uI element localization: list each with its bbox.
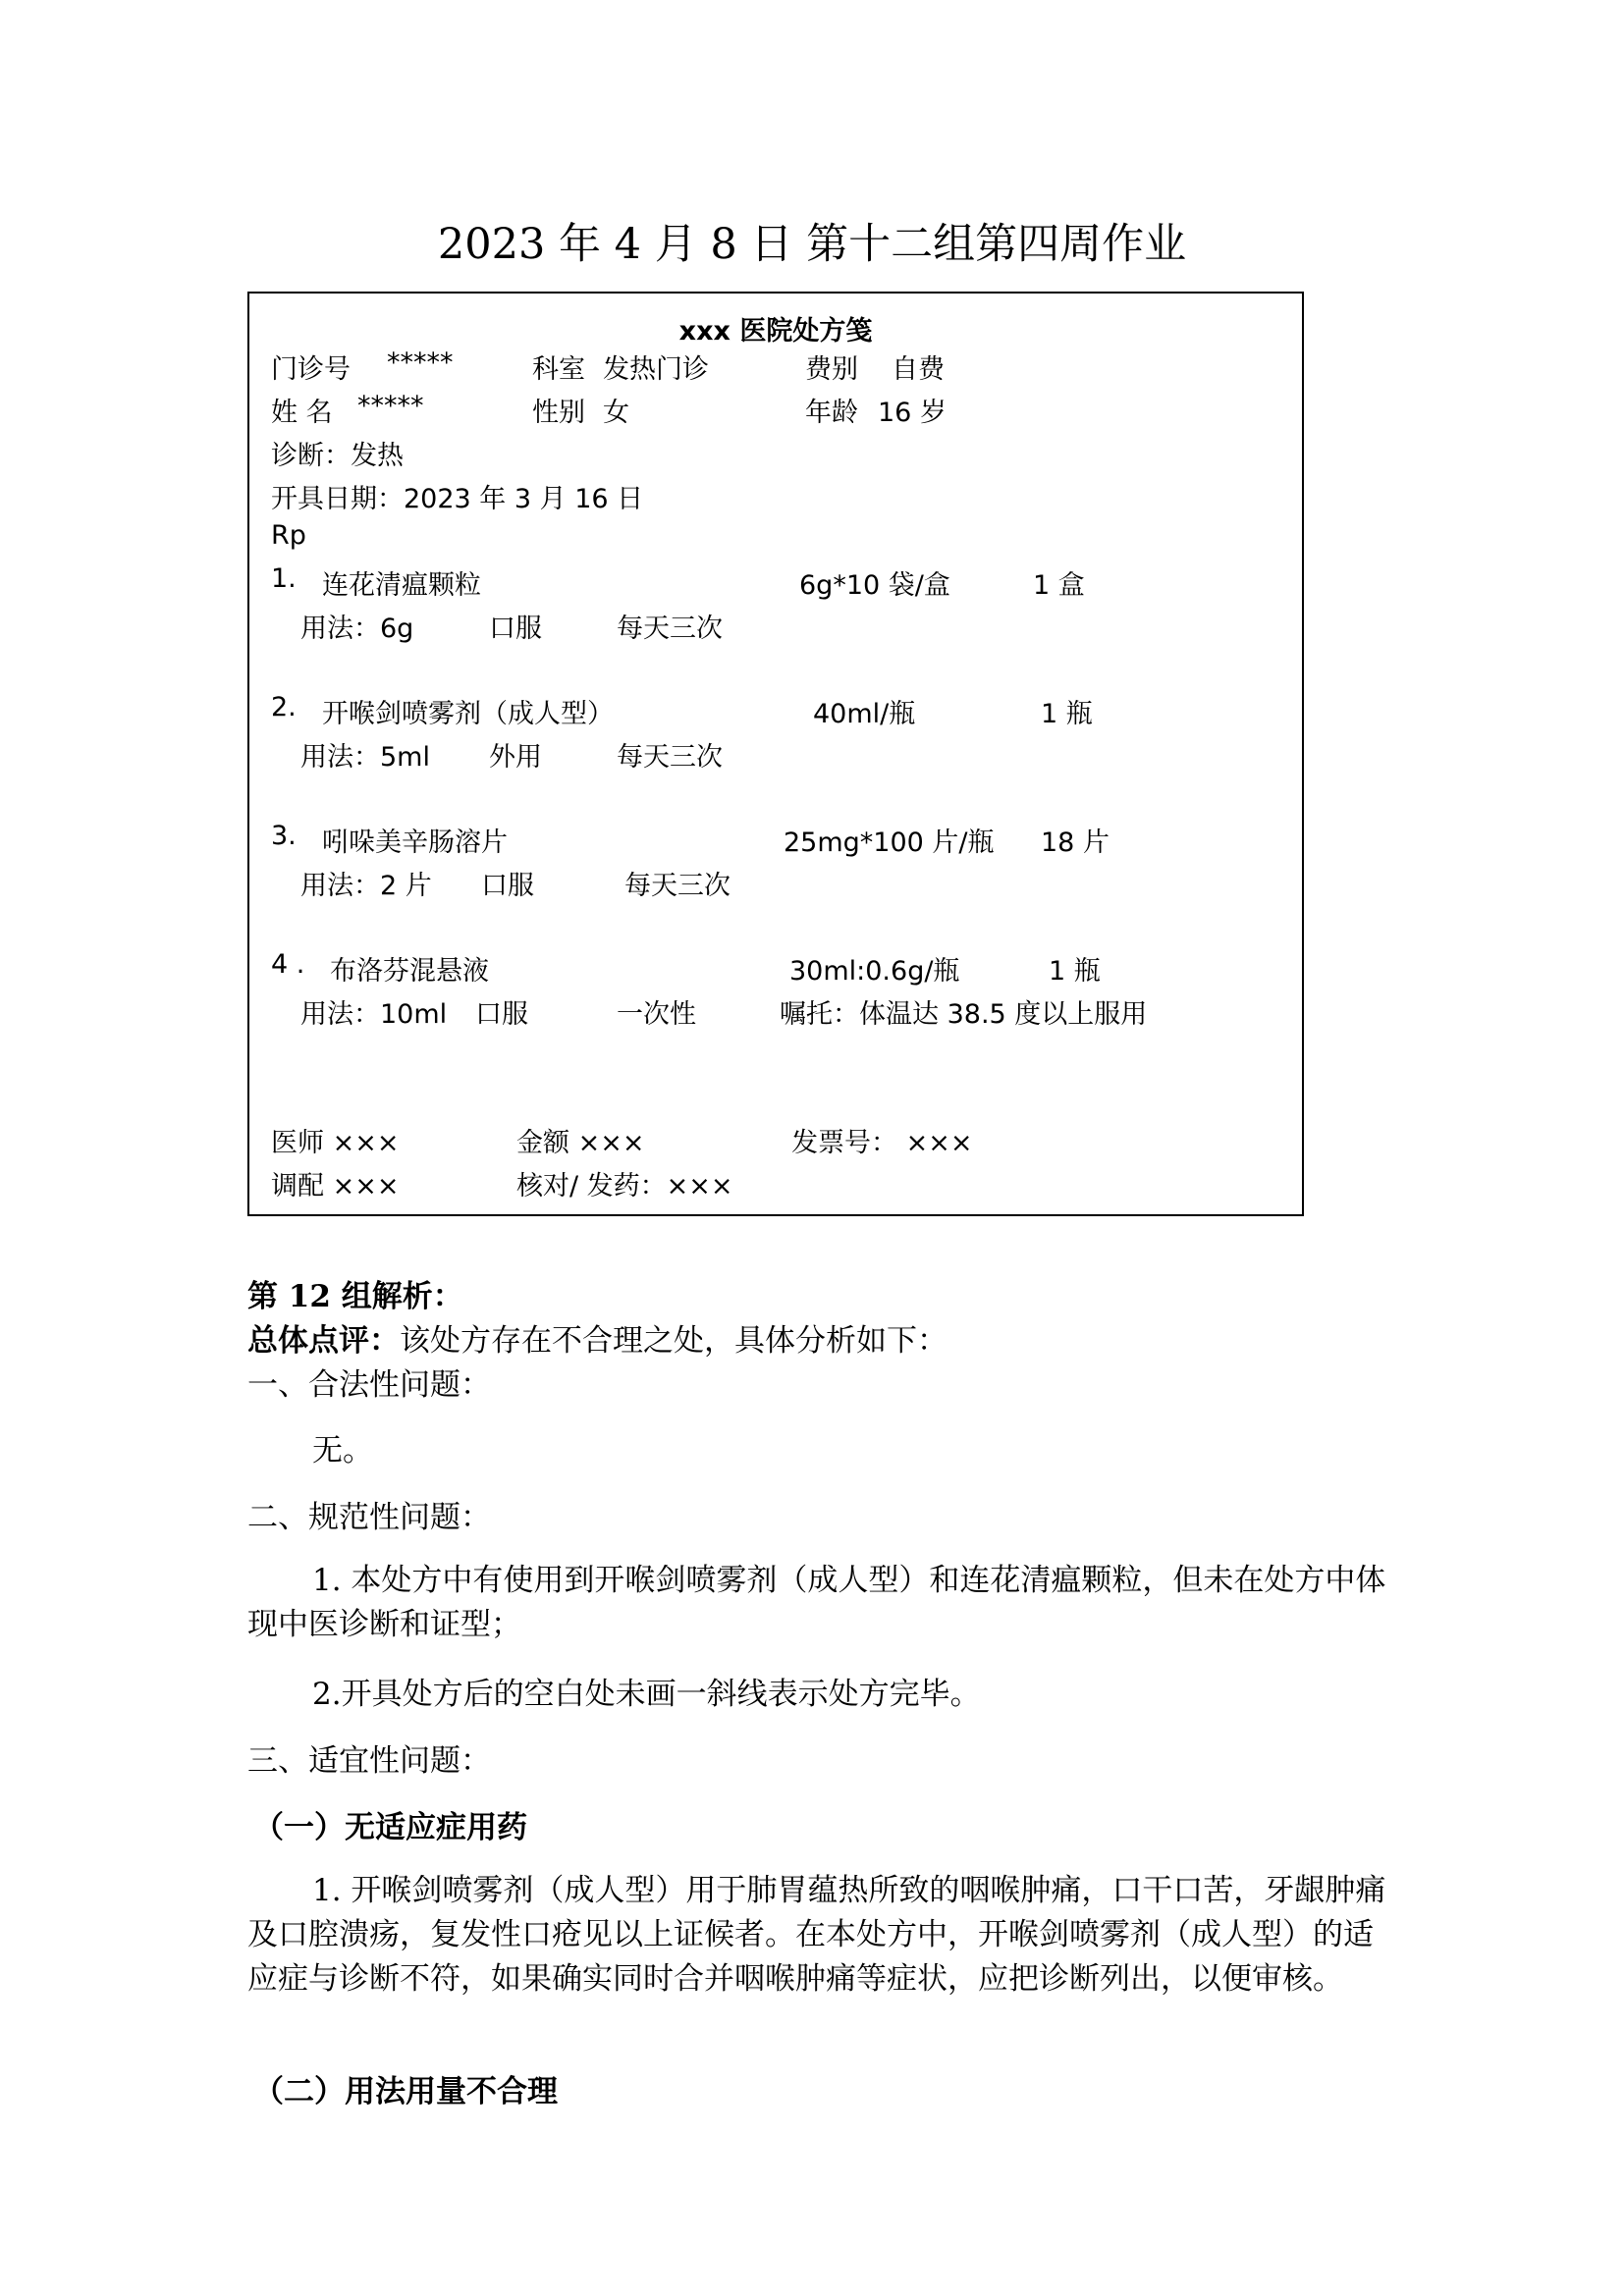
group-heading: 第 12 组解析：: [247, 1279, 463, 1314]
drug-number: 1.: [271, 563, 297, 594]
drug-qty: 1 瓶: [1041, 699, 1093, 729]
drug-frequency: 每天三次: [617, 614, 723, 644]
drug-number: 2.: [271, 692, 297, 722]
doctor-signature: 医师 ×××: [271, 1128, 400, 1158]
drug-route: 口服: [475, 999, 528, 1030]
drug-name: 连花清瘟颗粒: [322, 570, 481, 601]
drug-qty: 1 盒: [1033, 570, 1085, 601]
dept-label: 科室: [532, 354, 585, 385]
drug-note: 嘱托：体温达 38.5 度以上服用: [780, 999, 1148, 1030]
name-value: *****: [357, 391, 424, 421]
age-label: 年龄: [805, 398, 858, 428]
amount: 金额 ×××: [516, 1128, 645, 1158]
prescription-header: xxx 医院处方笺: [678, 316, 873, 347]
rp-label: Rp: [271, 520, 306, 551]
drug-number: 3.: [271, 821, 297, 851]
paragraph: 1. 本处方中有使用到开喉剑喷雾剂（成人型）和连花清瘟颗粒，但未在处方中体现中医诊断和证型；: [247, 1563, 1386, 1642]
document-title: 2023 年 4 月 8 日 第十二组第四周作业: [437, 220, 1187, 269]
issue-date: 开具日期：2023 年 3 月 16 日: [271, 484, 644, 514]
diagnosis: 诊断：发热: [271, 441, 404, 471]
invoice-number: 发票号： ×××: [791, 1128, 973, 1158]
drug-spec: 30ml:0.6g/瓶: [789, 956, 960, 987]
drug-route: 口服: [481, 871, 534, 901]
drug-frequency: 一次性: [617, 999, 696, 1030]
overall-text: 该处方存在不合理之处，具体分析如下：: [400, 1323, 947, 1359]
drug-route: 外用: [489, 742, 542, 773]
drug-spec: 6g*10 袋/盒: [799, 570, 950, 601]
drug-name: 布洛芬混悬液: [330, 956, 489, 987]
fee-label: 费别: [805, 354, 858, 385]
drug-usage: 用法：2 片: [300, 871, 432, 901]
overall-label: 总体点评：: [247, 1323, 400, 1359]
subsection-heading: （二）用法用量不合理: [253, 2074, 558, 2109]
age-value: 16 岁: [878, 398, 947, 428]
drug-route: 口服: [489, 614, 542, 644]
drug-name: 开喉剑喷雾剂（成人型）: [322, 699, 614, 729]
outpatient-label: 门诊号: [271, 354, 351, 385]
paragraph: 2.开具处方后的空白处未画一斜线表示处方完毕。: [312, 1677, 981, 1712]
section-heading: 一、合法性问题：: [247, 1367, 491, 1403]
name-label: 姓 名: [271, 398, 333, 428]
drug-name: 吲哚美辛肠溶片: [322, 828, 508, 858]
overall-comment: [247, 1315, 947, 1360]
drug-qty: 1 瓶: [1049, 956, 1101, 987]
fee-value: 自费: [892, 354, 945, 385]
outpatient-value: *****: [387, 347, 454, 378]
sex-value: 女: [603, 398, 629, 428]
prescription-form: [247, 292, 1304, 1216]
section-heading: 三、适宜性问题：: [247, 1743, 491, 1779]
drug-spec: 25mg*100 片/瓶: [784, 828, 995, 858]
drug-usage: 用法：10ml: [300, 999, 448, 1030]
subsection-heading: （一）无适应症用药: [253, 1810, 527, 1845]
drug-number: 4 .: [271, 949, 305, 980]
dept-value: 发热门诊: [603, 354, 709, 385]
drug-spec: 40ml/瓶: [813, 699, 916, 729]
dispenser-signature: 调配 ×××: [271, 1171, 400, 1201]
drug-usage: 用法：6g: [300, 614, 414, 644]
drug-frequency: 每天三次: [624, 871, 731, 901]
check-dispense: 核对/ 发药：×××: [516, 1171, 733, 1201]
drug-frequency: 每天三次: [617, 742, 723, 773]
section-heading: 二、规范性问题：: [247, 1500, 491, 1535]
paragraph: 1. 开喉剑喷雾剂（成人型）用于肺胃蕴热所致的咽喉肿痛，口干口苦，牙龈肿痛及口腔溃疡，复发性口疮见以上证候者。在本处方中，开喉剑喷雾剂（成人型）的适应症与诊断不符，如果确实同时合并咽喉肿痛等症状，应把诊断列出，以便审核。: [247, 1873, 1386, 1997]
drug-usage: 用法：5ml: [300, 742, 430, 773]
drug-qty: 18 片: [1041, 828, 1110, 858]
sex-label: 性别: [532, 398, 585, 428]
section-text: 无。: [312, 1433, 373, 1468]
